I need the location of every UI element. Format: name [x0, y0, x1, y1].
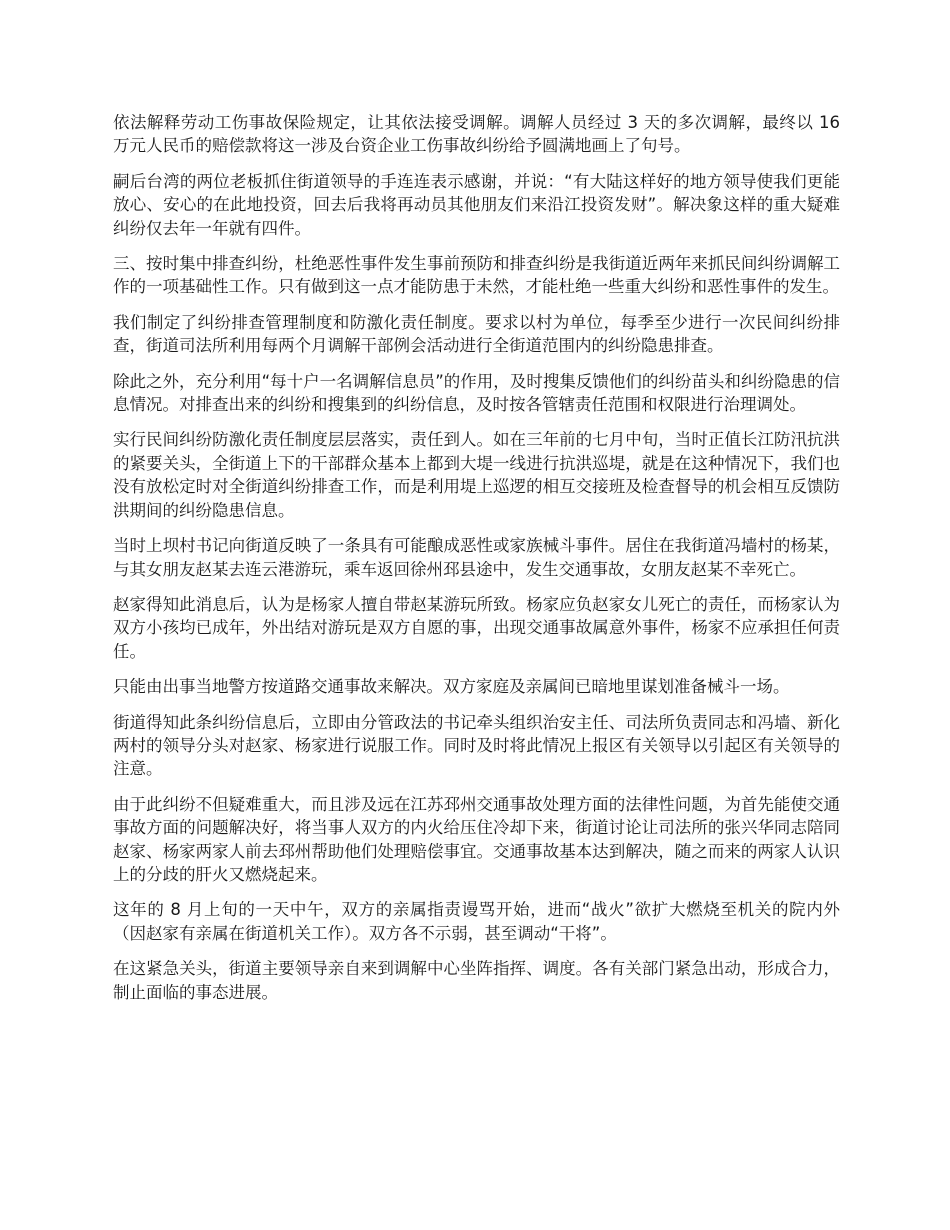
- paragraph-10: 街道得知此条纠纷信息后，立即由分管政法的书记牵头组织治安主任、司法所负责同志和冯墙、新化两村的领导分头对赵家、杨家进行说服工作。同时及时将此情况上报区有关领导以引起区有关领导的注意。: [113, 712, 840, 779]
- paragraph-2: 嗣后台湾的两位老板抓住街道领导的手连连表示感谢，并说：“有大陆这样好的地方领导使我们更能放心、安心的在此地投资，回去后我将再动员其他朋友们来沿江投资发财”。解决象这样的重大疑难纠纷仅去年一年就有四件。: [113, 171, 840, 238]
- paragraph-1: 依法解释劳动工伤事故保险规定，让其依法接受调解。调解人员经过 3 天的多次调解，最终以 16 万元人民币的赔偿款将这一涉及台资企业工伤事故纠纷给予圆满地画上了句号。: [113, 113, 840, 156]
- paragraph-6: 实行民间纠纷防激化责任制度层层落实，责任到人。如在三年前的七月中旬，当时正值长江防汛抗洪的紧要关头，全街道上下的干部群众基本上都到大堤一线进行抗洪巡堤，就是在这种情况下，我们也没有放松定时对全街道纠纷排查工作，而是利用堤上巡逻的相互交接班及检查督导的机会相互反馈防洪期间的纠纷隐患信息。: [113, 430, 840, 520]
- paragraph-4: 我们制定了纠纷排查管理制度和防激化责任制度。要求以村为单位，每季至少进行一次民间纠纷排查，街道司法所利用每两个月调解干部例会活动进行全街道范围内的纠纷隐患排查。: [113, 312, 840, 356]
- paragraph-9: 只能由出事当地警方按道路交通事故来解决。双方家庭及亲属间已暗地里谋划准备械斗一场。: [113, 677, 790, 697]
- paragraph-7: 当时上坝村书记向街道反映了一条具有可能酿成恶性或家族械斗事件。居住在我街道冯墙村的杨某，与其女朋友赵某去连云港游玩，乘车返回徐州邳县途中，发生交通事故，女朋友赵某不幸死亡。: [113, 536, 840, 579]
- paragraph-5: 除此之外，充分利用“每十户一名调解信息员”的作用，及时搜集反馈他们的纠纷苗头和纠纷隐患的信息情况。对排查出来的纠纷和搜集到的纠纷信息，及时按各管辖责任范围和权限进行治理调处。: [113, 371, 840, 415]
- paragraph-8: 赵家得知此消息后，认为是杨家人擅自带赵某游玩所致。杨家应负赵家女儿死亡的责任，而杨家认为双方小孩均已成年，外出结对游玩是双方自愿的事，出现交通事故属意外事件，杨家不应承担任何责任。: [113, 594, 840, 661]
- paragraph-11: 由于此纠纷不但疑难重大，而且涉及远在江苏邳州交通事故处理方面的法律性问题，为首先能使交通事故方面的问题解决好，将当事人双方的内火给压住冷却下来，街道讨论让司法所的张兴华同志陪同赵家、杨家两家人前去邳州帮助他们处理赔偿事宜。交通事故基本达到解决，随之而来的两家人认识上的分歧的肝火又燃烧起来。: [113, 794, 840, 884]
- paragraph-3: 三、按时集中排查纠纷，杜绝恶性事件发生事前预防和排查纠纷是我街道近两年来抓民间纠纷调解工作的一项基础性工作。只有做到这一点才能防患于未然，才能杜绝一些重大纠纷和恶性事件的发生。: [113, 254, 840, 297]
- document-page: [113, 111, 840, 1016]
- paragraph-13: 在这紧急关头，街道主要领导亲自来到调解中心坐阵指挥、调度。各有关部门紧急出动，形成合力，制止面临的事态进展。: [113, 959, 840, 1002]
- paragraph-12: 这年的 8 月上旬的一天中午，双方的亲属指责谩骂开始，进而“战火”欲扩大燃烧至机关的院内外（因赵家有亲属在街道机关工作）。双方各不示弱，甚至调动“干将”。: [113, 900, 840, 943]
